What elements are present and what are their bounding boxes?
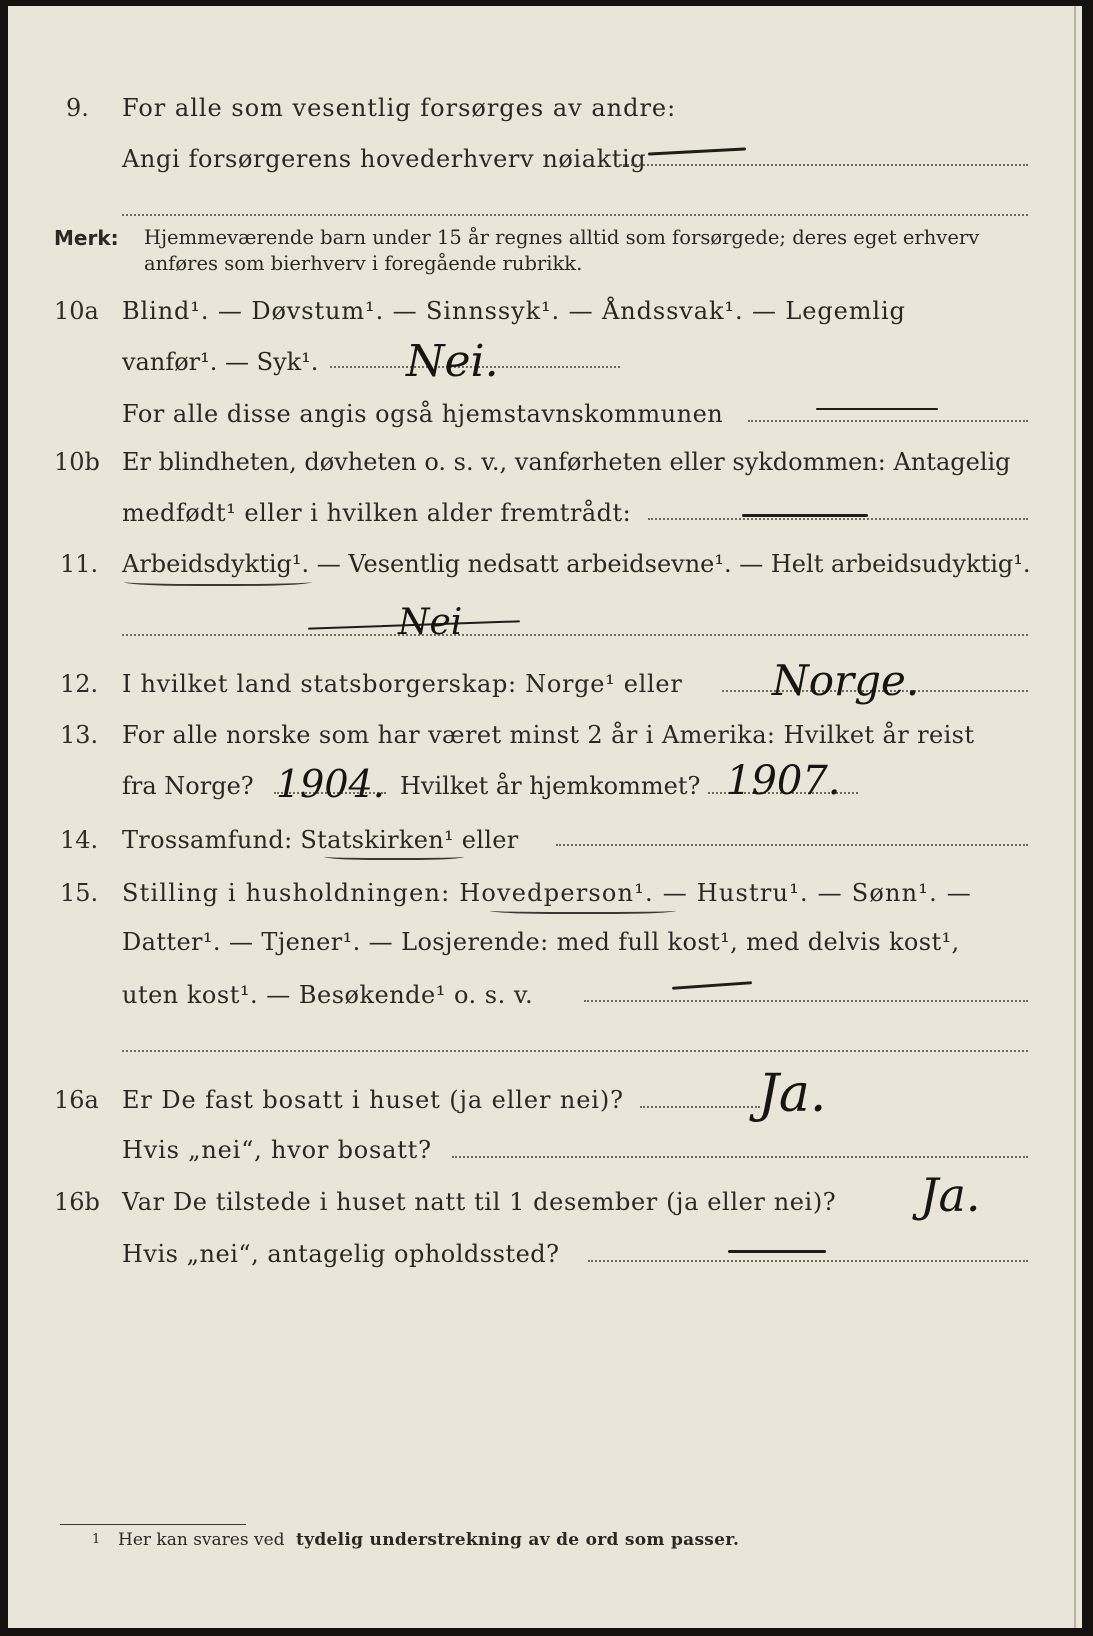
item-13-return-label: Hvilket år hjemkommet? (400, 772, 701, 800)
item-16a-answer-line (640, 1106, 760, 1108)
item-16a-question: Er De fast bosatt i huset (ja eller nei)? (122, 1086, 624, 1114)
item-9-prompt: Angi forsørgerens hovederhverv nøiaktig (122, 145, 647, 173)
item-11-options: Arbeidsdyktig¹. — Vesentlig nedsatt arbeidsevne¹. — Helt arbeidsudyktig¹. (122, 550, 1031, 578)
item-10b-question-2: medfødt¹ eller i hvilken alder fremtrådt: (122, 499, 632, 527)
item-10a-options-2: vanfør¹. — Syk¹. (122, 348, 319, 376)
merk-text-2: anføres som bierhverv i foregående rubrikk. (144, 252, 583, 275)
item-number-14: 14. (60, 826, 99, 854)
item-13-departure-label: fra Norge? (122, 772, 254, 800)
item-number-16b: 16b (54, 1188, 100, 1216)
item-15-options-1: Stilling i husholdningen: Hovedperson¹. — Hustru¹. — Sønn¹. — (122, 879, 972, 907)
item-16b-followup: Hvis „nei“, antagelig opholdssted? (122, 1240, 560, 1268)
item-number-9: 9. (66, 94, 89, 122)
item-16a-followup: Hvis „nei“, hvor bosatt? (122, 1136, 432, 1164)
item-15-dash (672, 981, 752, 990)
item-16b-dash (728, 1250, 826, 1253)
item-16a-handwritten-answer: Ja. (758, 1064, 827, 1124)
item-13-departure-year: 1904. (276, 762, 385, 806)
merk-label: Merk: (54, 226, 119, 250)
item-11-answer-line (122, 634, 1028, 636)
item-number-12: 12. (60, 670, 99, 698)
footnote-text-b: tydelig understrekning av de ord som passer. (296, 1530, 740, 1550)
item-16b-question: Var De tilstede i huset natt til 1 desember (ja eller nei)? (122, 1188, 837, 1216)
item-14-question: Trossamfund: Statskirken¹ eller (122, 826, 519, 854)
item-10a-municipality-dash (816, 408, 938, 410)
item-9-dash (648, 147, 746, 155)
item-number-10a: 10a (54, 297, 99, 325)
footnote-text-a: Her kan svares ved (118, 1530, 285, 1550)
item-number-16a: 16a (54, 1086, 99, 1114)
item-number-15: 15. (60, 879, 99, 907)
item-number-10b: 10b (54, 448, 100, 476)
item-11-handwritten-answer: Nei (398, 602, 463, 643)
item-16b-handwritten-answer: Ja. (920, 1168, 981, 1222)
item-10a-handwritten-answer: Nei. (406, 336, 499, 387)
item-15-options-3: uten kost¹. — Besøkende¹ o. s. v. (122, 981, 534, 1009)
footnote-separator (60, 1524, 246, 1525)
item-14-answer-line (556, 844, 1028, 846)
item-11-underline-arbeidsdyktig (124, 576, 312, 586)
item-13-return-year: 1907. (726, 758, 841, 804)
item-10a-home-municipality: For alle disse angis også hjemstavnskommunen (122, 400, 724, 428)
item-12-question: I hvilket land statsborgerskap: Norge¹ eller (122, 670, 683, 698)
item-15-answer-line (584, 1000, 1028, 1002)
item-number-13: 13. (60, 721, 99, 749)
item-10b-answer-line (648, 518, 1028, 520)
census-form-page (8, 6, 1082, 1628)
item-13-question: For alle norske som har været minst 2 år i Amerika: Hvilket år reist (122, 721, 975, 749)
item-10a-municipality-line (748, 420, 1028, 422)
item-15-options-2: Datter¹. — Tjener¹. — Losjerende: med full kost¹, med delvis kost¹, (122, 928, 960, 956)
item-number-11: 11. (60, 550, 99, 578)
item-10a-options: Blind¹. — Døvstum¹. — Sinnssyk¹. — Åndssvak¹. — Legemlig (122, 297, 906, 325)
item-15-underline-hovedperson (490, 906, 676, 914)
item-10b-question: Er blindheten, døvheten o. s. v., vanførheten eller sykdommen: Antagelig (122, 448, 1011, 476)
item-9-answer-line (620, 164, 1028, 166)
merk-text-1: Hjemmeværende barn under 15 år regnes alltid som forsørgede; deres eget erhverv (144, 226, 980, 249)
item-10b-dash (742, 514, 868, 517)
footnote-mark: 1 (92, 1532, 101, 1547)
item-16b-followup-line (588, 1260, 1028, 1262)
item-15-extra-line (122, 1050, 1028, 1052)
item-14-underline-statskirken (324, 852, 464, 860)
item-9-question: For alle som vesentlig forsørges av andre: (122, 94, 677, 122)
item-16a-followup-line (452, 1156, 1028, 1158)
item-12-handwritten-answer: Norge. (772, 656, 920, 705)
item-9-extra-line (122, 214, 1028, 216)
